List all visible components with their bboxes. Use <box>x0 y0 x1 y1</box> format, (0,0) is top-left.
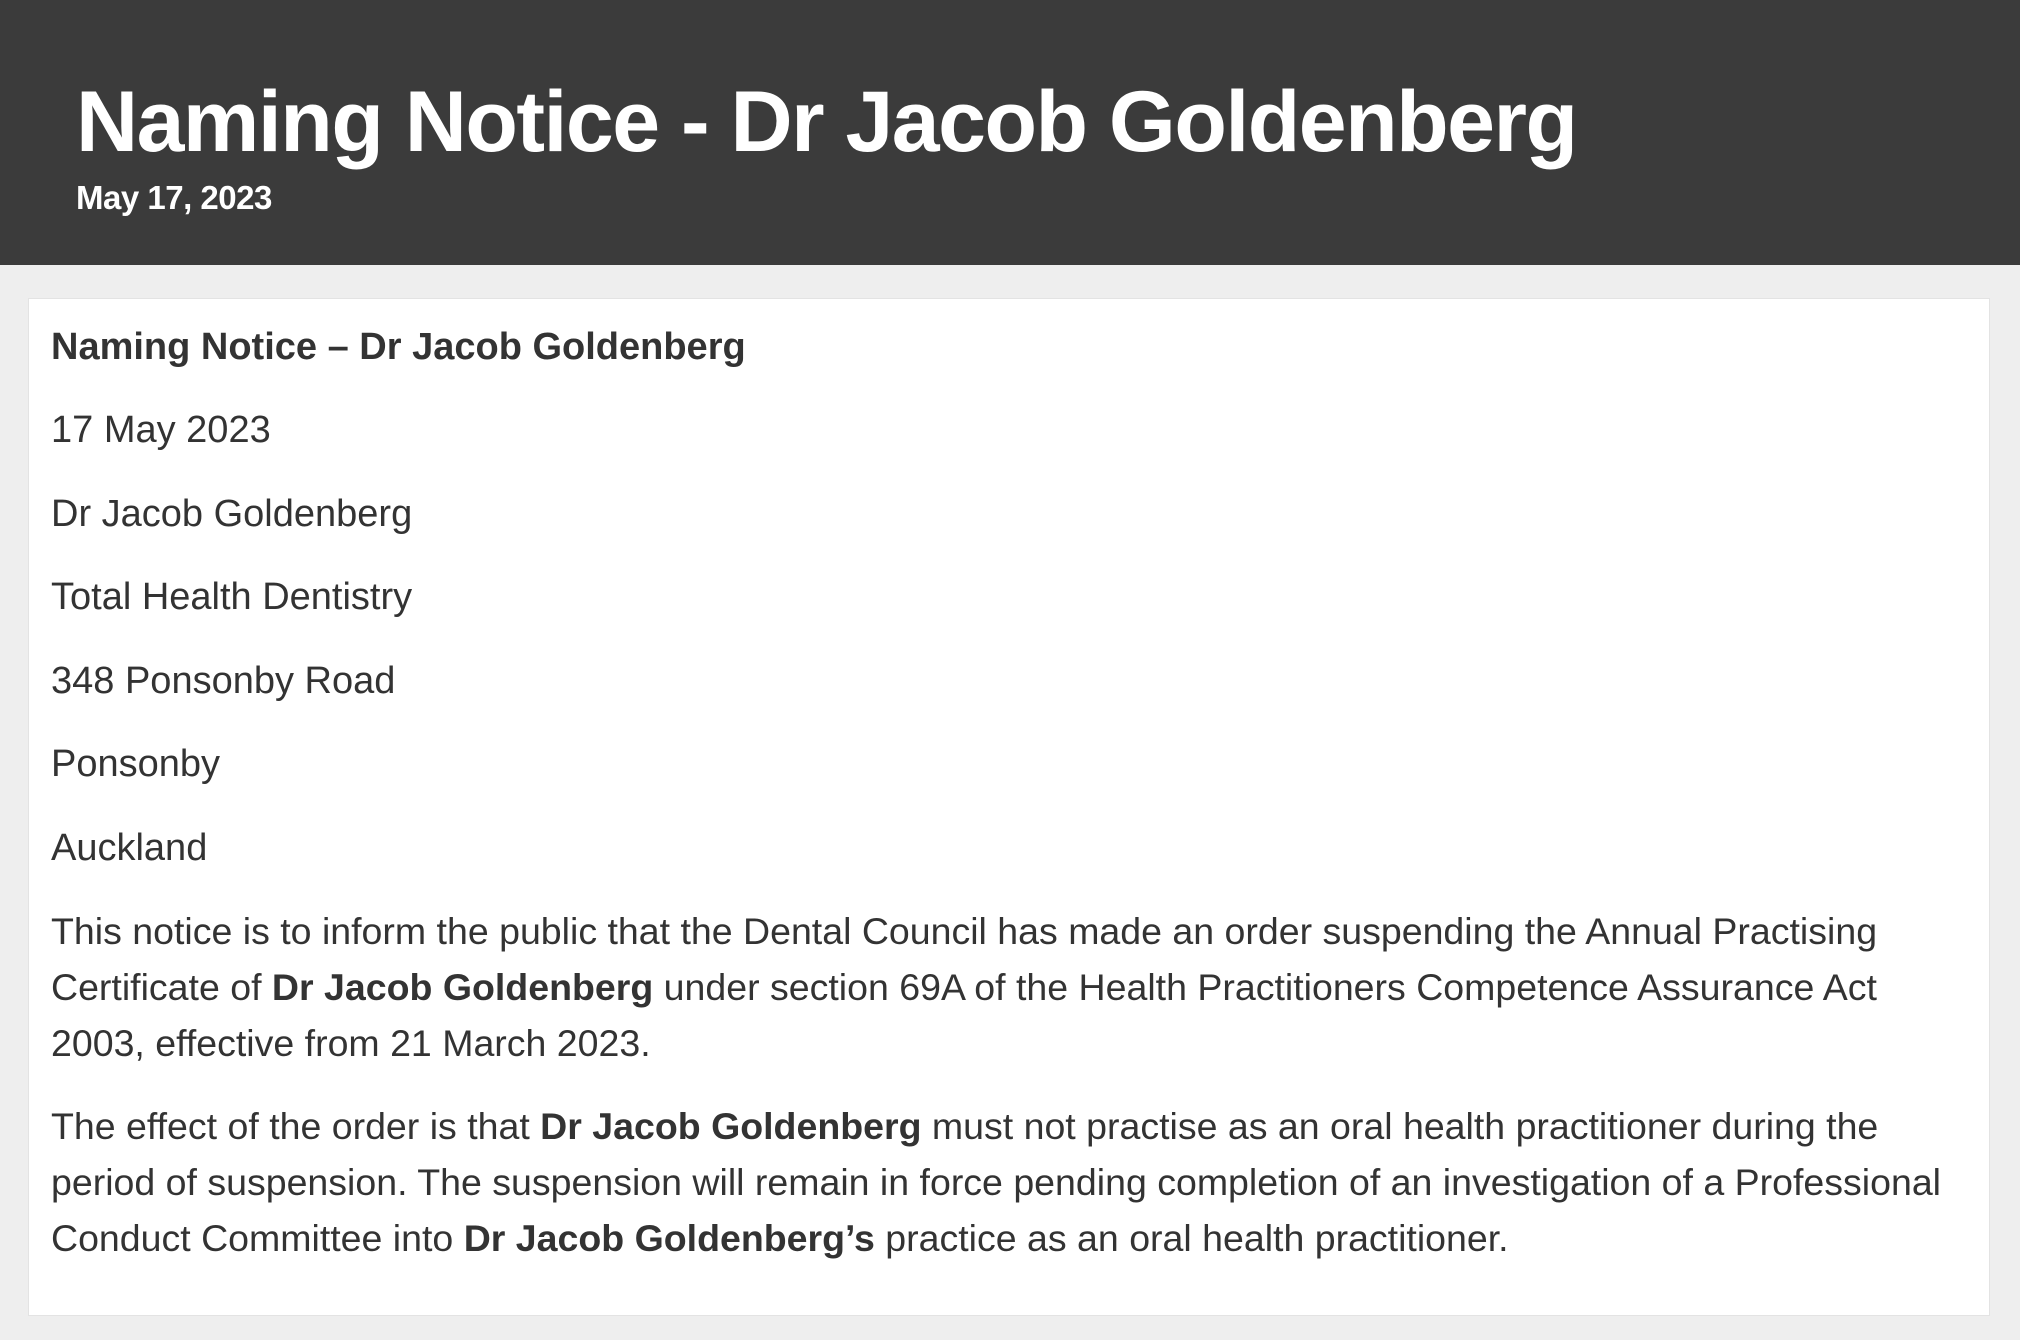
paragraph-2-text-b: must not practise as an oral health practitioner during the period of suspension. The suspension will remain in force pending completion of an investigation of a Professional Conduct Committee into <box>51 1105 1942 1259</box>
paragraph-1-text-a: This notice is to inform the public that the Dental Council has made an order suspending the Annual Practising Certificate of <box>51 910 1878 1008</box>
page-header-banner <box>0 0 2020 265</box>
notice-content <box>28 298 1990 1316</box>
notice-date: 17 May 2023 <box>51 409 271 451</box>
paragraph-1-text-b: under section 69A of the Health Practitioners Competence Assurance Act 2003, effective from 21 March 2023. <box>51 966 1877 1064</box>
address-name: Dr Jacob Goldenberg <box>51 493 413 535</box>
publish-date: May 17, 2023 <box>76 179 272 216</box>
address-city: Auckland <box>51 827 208 869</box>
paragraph-2-text-a: The effect of the order is that <box>51 1105 541 1147</box>
practitioner-name-bold: Dr Jacob Goldenberg <box>271 966 654 1008</box>
practitioner-name-possessive-bold: Dr Jacob Goldenberg’s <box>463 1217 875 1259</box>
address-street: 348 Ponsonby Road <box>51 660 396 702</box>
notice-heading: Naming Notice – Dr Jacob Goldenberg <box>51 326 746 368</box>
notice-paragraph-2 <box>51 1098 1961 1266</box>
address-practice: Total Health Dentistry <box>51 576 413 618</box>
page-title: Naming Notice - Dr Jacob Goldenberg <box>76 74 1577 170</box>
practitioner-name-bold: Dr Jacob Goldenberg <box>540 1105 922 1147</box>
paragraph-2-text-c: practice as an oral health practitioner. <box>874 1217 1509 1259</box>
notice-paragraph-1 <box>51 903 1961 1071</box>
address-suburb: Ponsonby <box>51 743 221 785</box>
